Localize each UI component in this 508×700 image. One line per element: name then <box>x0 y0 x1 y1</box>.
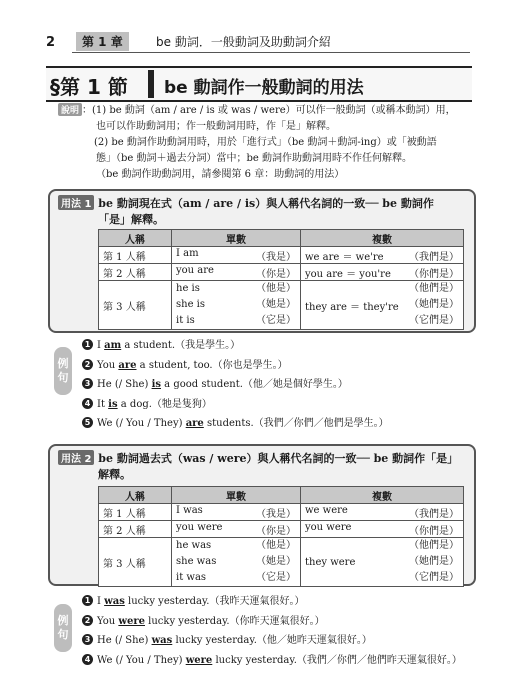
form-text: I was <box>176 504 203 516</box>
example-item: 4 We (/ You / They) were lucky yesterday.（我們／你們／他們昨天運氣很好。） <box>82 651 482 671</box>
example-item: 5 We (/ You / They) are students.（我們／你們／他們是學生。） <box>82 414 482 434</box>
person-cell: 第 1 人稱 <box>99 504 172 521</box>
form-text: she was <box>176 556 217 567</box>
usage-2-heading <box>58 450 468 483</box>
meaning-text: （我們是） <box>409 251 459 263</box>
meaning-text: （你們是） <box>409 268 459 280</box>
example-item: 1 I am a student.（我是學生。） <box>82 336 482 356</box>
explanation-line: 也可以作助動詞用；作一般動詞用時，作「是」解釋。 <box>96 121 336 132</box>
meaning-text: （它們是） <box>409 572 459 583</box>
person-cell: 第 3 人稱 <box>99 281 172 330</box>
usage-1-table <box>98 229 464 330</box>
explanation-line: ：(1) be 動詞（am / are / is 或 was / were）可以作一般動詞（或稱本動詞）用， <box>82 105 456 116</box>
chapter-title: be 動詞．一般動詞及助動詞介紹 <box>156 35 331 49</box>
example-item: 2 You were lucky yesterday.（你昨天運氣很好。） <box>82 612 482 632</box>
form-text: it was <box>176 572 207 583</box>
meaning-text: （它是） <box>256 315 296 326</box>
meaning-text: （你是） <box>256 525 296 537</box>
chapter-label: 第 1 章 <box>76 32 129 51</box>
meaning-text: （我們是） <box>409 508 459 520</box>
explanation-tag: 說明 <box>58 103 82 116</box>
usage-2-tag: 用法 2 <box>58 450 94 465</box>
person-cell: 第 3 人稱 <box>99 538 172 587</box>
meaning-text: （她們是） <box>409 299 459 310</box>
table-row <box>99 521 464 538</box>
example-item: 1 I was lucky yesterday.（我昨天運氣很好。） <box>82 592 482 612</box>
form-text: you were <box>305 521 352 533</box>
meaning-text: （我是） <box>256 251 296 263</box>
meaning-text: （他是） <box>256 283 296 294</box>
example-item: 3 He (/ She) was lucky yesterday.（他／她昨天運氣很好。） <box>82 631 482 651</box>
usage-2-title-cont: 解釋。 <box>98 468 131 481</box>
meaning-text: （它是） <box>256 572 296 583</box>
usage-2-box <box>48 444 476 586</box>
column-header-person: 人稱 <box>99 230 172 247</box>
meaning-text: （他是） <box>256 540 296 551</box>
example-label: 例句 <box>54 347 72 395</box>
person-cell: 第 2 人稱 <box>99 521 172 538</box>
form-text: you are <box>176 264 214 276</box>
usage-1-box <box>48 189 476 333</box>
meaning-text: （她們是） <box>409 556 459 567</box>
form-text: you are ＝ you're <box>305 268 391 280</box>
form-text: you were <box>176 521 223 533</box>
meaning-text: （它們是） <box>409 315 459 326</box>
usage-2-title: be 動詞過去式（was / were）與人稱代名詞的一致── be 動詞作「是」 <box>98 452 459 465</box>
person-cell: 第 2 人稱 <box>99 264 172 281</box>
form-text: he was <box>176 540 212 551</box>
chapter-header <box>72 32 470 53</box>
table-row <box>99 281 464 330</box>
usage-1-title-cont: 「是」解釋。 <box>98 213 164 226</box>
explanation-block <box>58 103 478 183</box>
form-text: we were <box>305 504 348 516</box>
explanation-line: （be 動詞作助動詞用，請參閱第 6 章：助動詞的用法） <box>96 169 345 180</box>
form-text: he is <box>176 283 200 294</box>
form-text: we are ＝ we're <box>305 251 384 263</box>
example-item: 3 He (/ She) is a good student.（他／她是個好學生。） <box>82 375 482 395</box>
table-row <box>99 504 464 521</box>
column-header-singular: 單數 <box>172 230 301 247</box>
column-header-plural: 複數 <box>301 487 464 504</box>
meaning-text: （你們是） <box>409 525 459 537</box>
example-item: 4 It is a dog.（牠是隻狗） <box>82 395 482 415</box>
column-header-plural: 複數 <box>301 230 464 247</box>
form-text: she is <box>176 299 205 310</box>
meaning-text: （你是） <box>256 268 296 280</box>
section-divider <box>148 70 154 98</box>
page-number: 2 <box>46 35 56 50</box>
section-number: §第 1 節 <box>50 75 128 99</box>
table-row <box>99 264 464 281</box>
section-heading <box>46 66 472 102</box>
table-row <box>99 247 464 264</box>
meaning-text: （她是） <box>256 556 296 567</box>
example-label: 例句 <box>54 604 72 652</box>
explanation-line: 態」（be 動詞＋過去分詞）當中；be 動詞作助動詞用時不作任何解釋。 <box>96 153 412 164</box>
usage-1-tag: 用法 1 <box>58 195 94 210</box>
form-text: I am <box>176 247 199 259</box>
example-item: 2 You are a student, too.（你也是學生。） <box>82 356 482 376</box>
column-header-person: 人稱 <box>99 487 172 504</box>
person-cell: 第 1 人稱 <box>99 247 172 264</box>
examples-1-list <box>82 336 482 434</box>
form-text: they are ＝ they're <box>305 301 399 313</box>
usage-1-heading <box>58 195 468 228</box>
section-title: be 動詞作一般動詞的用法 <box>164 78 364 98</box>
meaning-text: （她是） <box>256 299 296 310</box>
examples-2-list <box>82 592 482 670</box>
meaning-text: （我是） <box>256 508 296 520</box>
meaning-text: （他們是） <box>409 540 459 551</box>
form-text: it is <box>176 315 195 326</box>
explanation-line: (2) be 動詞作助動詞用時，用於「進行式」（be 動詞＋動詞-ing）或「被動語 <box>94 137 437 148</box>
table-row <box>99 538 464 587</box>
form-text: they were <box>305 556 356 568</box>
column-header-singular: 單數 <box>172 487 301 504</box>
meaning-text: （他們是） <box>409 283 459 294</box>
usage-2-table <box>98 486 464 587</box>
usage-1-title: be 動詞現在式（am / are / is）與人稱代名詞的一致── be 動詞作 <box>98 197 434 210</box>
